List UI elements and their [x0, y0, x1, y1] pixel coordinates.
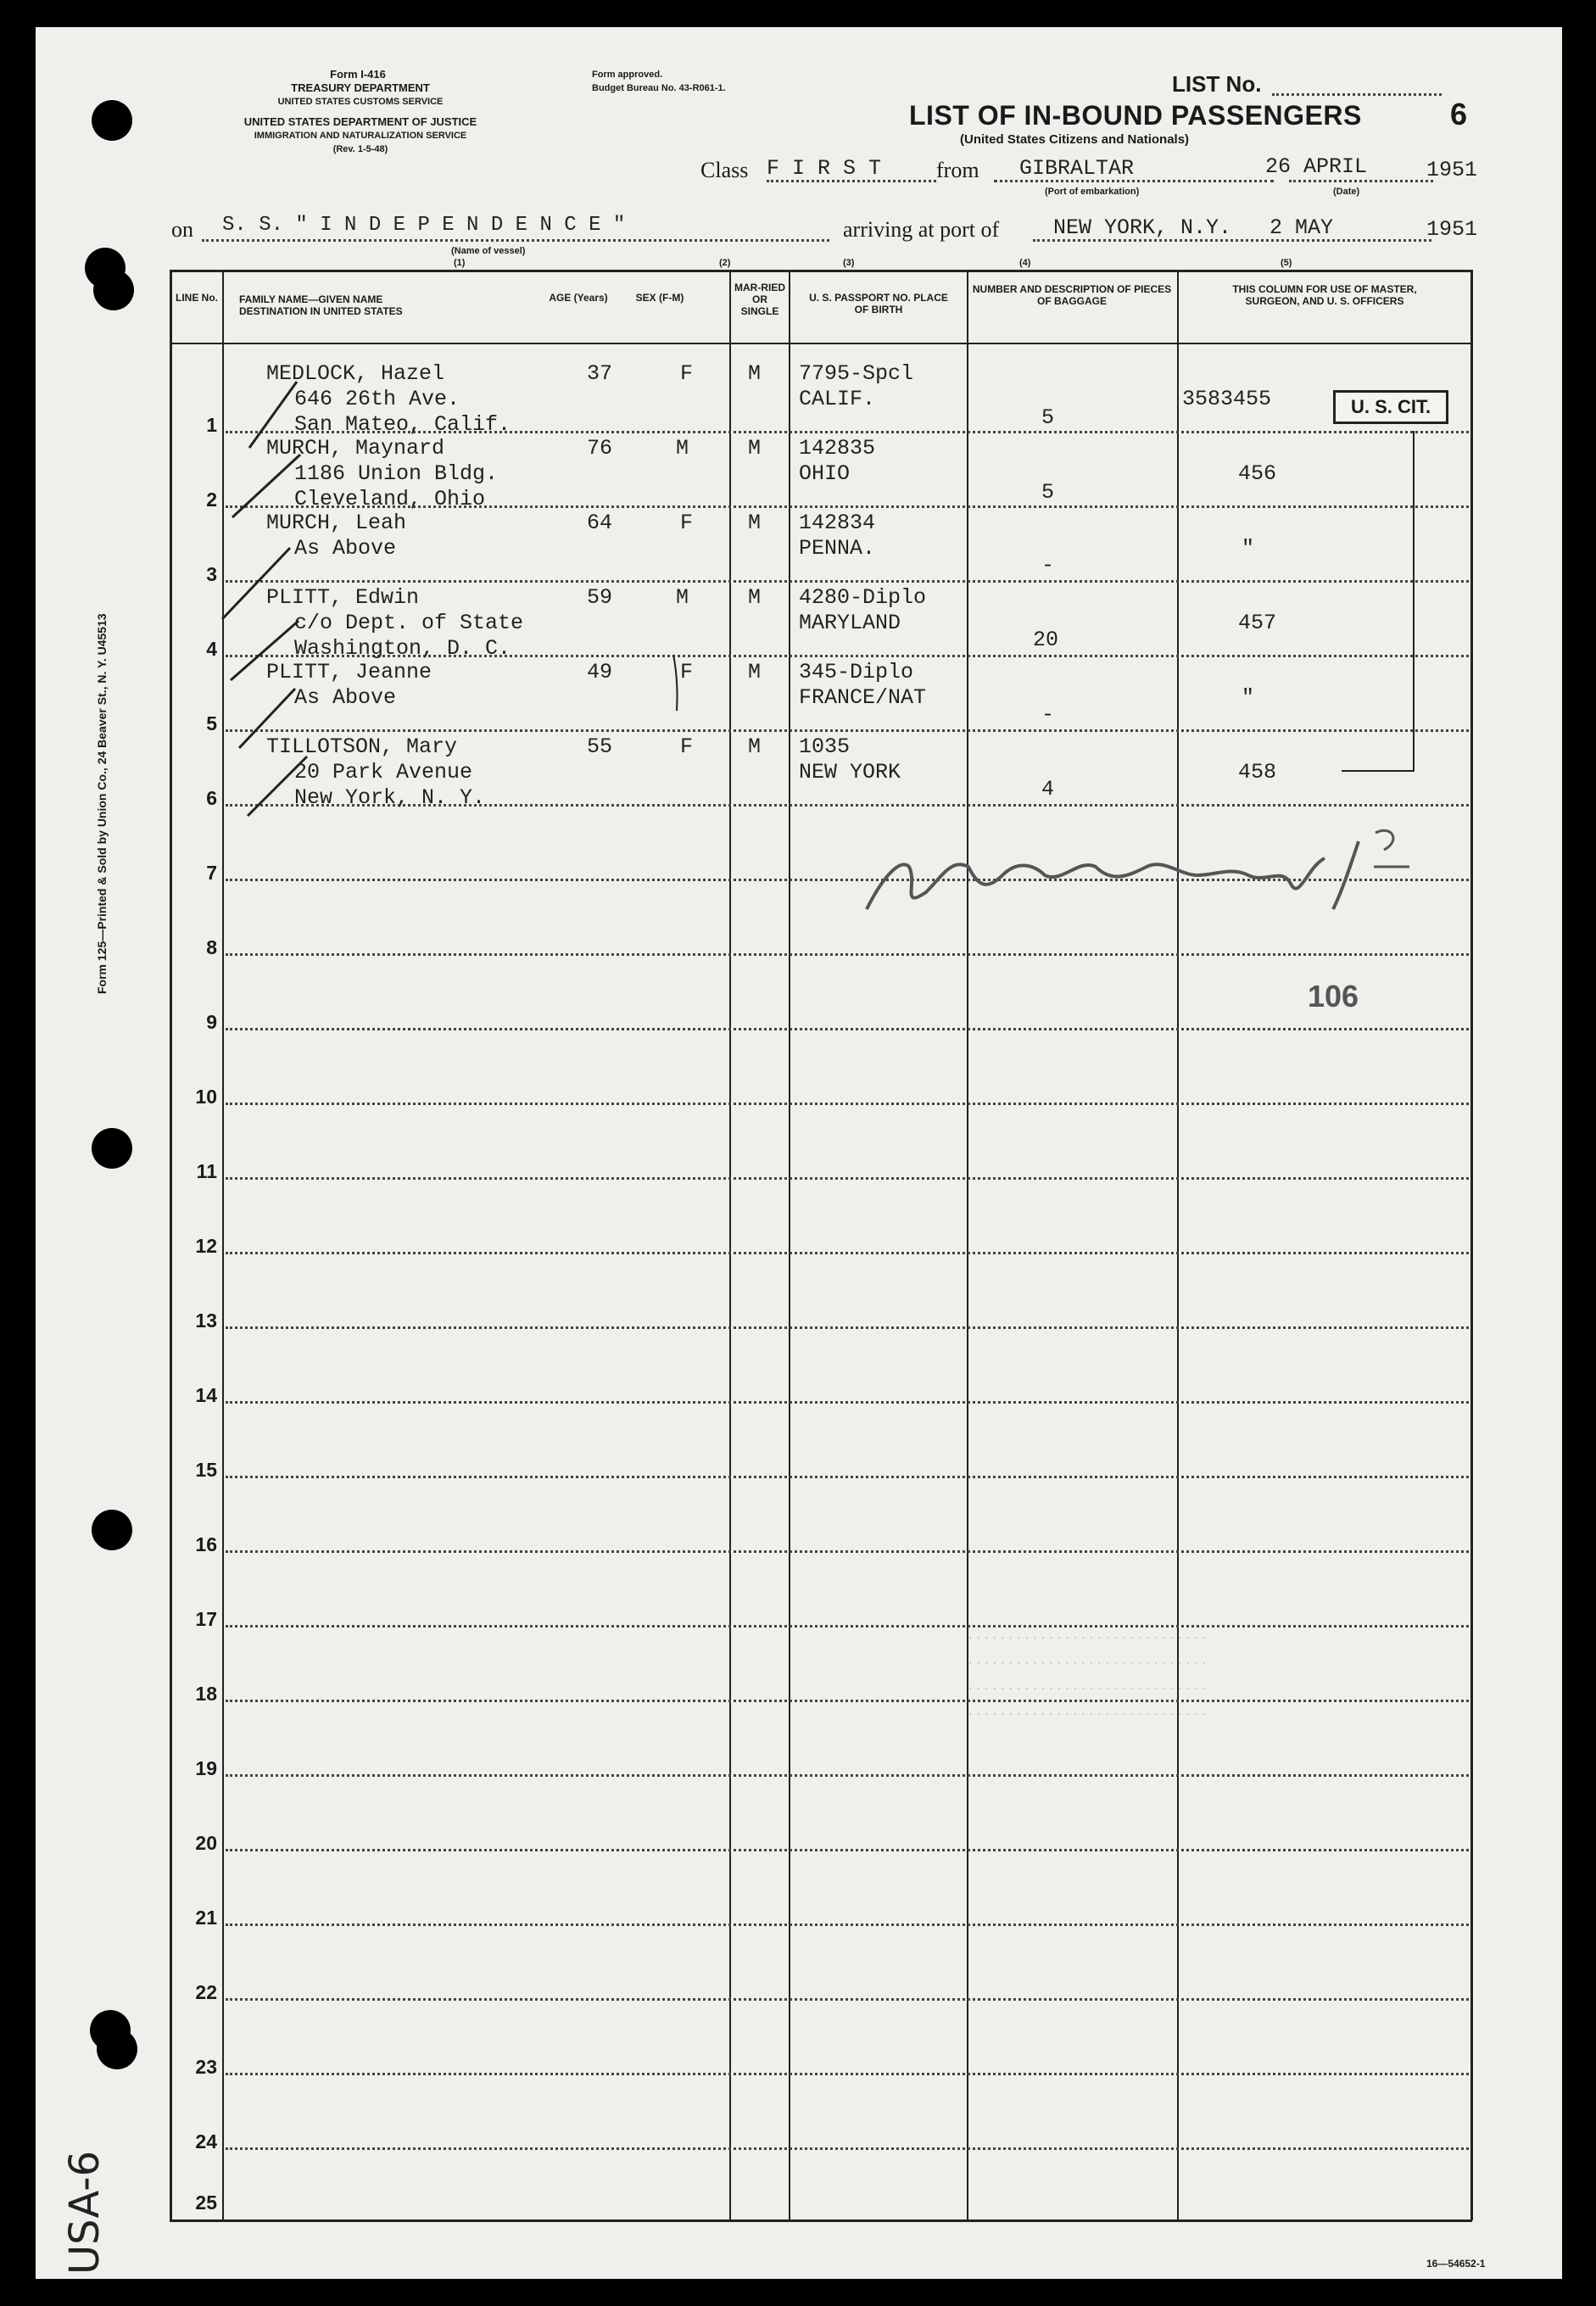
- depart-date: 26 APRIL: [1265, 154, 1368, 179]
- col-num-3: (3): [843, 258, 855, 268]
- passenger-birthplace: NEW YORK: [799, 760, 901, 784]
- line-number: 6: [206, 787, 217, 809]
- passenger-baggage: -: [1041, 553, 1055, 578]
- passenger-name: MEDLOCK, Hazel: [266, 361, 445, 386]
- col-num-1: (1): [454, 258, 466, 268]
- line-number: 17: [195, 1608, 217, 1630]
- treasury-dept: TREASURY DEPARTMENT: [291, 81, 430, 94]
- passenger-baggage: 5: [1041, 480, 1055, 505]
- arrival-date: 2 MAY: [1270, 215, 1334, 240]
- line-number: 8: [206, 936, 217, 958]
- passenger-name: MURCH, Maynard: [266, 436, 445, 461]
- passenger-sex: F: [680, 660, 694, 684]
- arrival-port: NEW YORK, N.Y.: [1053, 215, 1232, 240]
- passenger-birthplace: CALIF.: [799, 387, 876, 411]
- passenger-sex: M: [676, 585, 689, 610]
- passenger-passport: 345-Diplo: [799, 660, 914, 684]
- passenger-marital: M: [748, 585, 762, 610]
- bleed-through: . . . . . . . . . . . . . . . . . . . . . . . . . . . . . . . . . . . . . . . . . . . . . . . . . . . . . . . . . . . . . . . . . . . . . . . . . . . . . . . . . . . . . . . . . . . . . . . . . . . . . . . . . . . . . . . . . . . . . . . .: [968, 1625, 1207, 1719]
- form-page: [36, 27, 1562, 2279]
- ins-service: IMMIGRATION AND NATURALIZATION SERVICE: [254, 131, 467, 141]
- col-baggage: NUMBER AND DESCRIPTION OF PIECES OF BAGGAGE: [972, 283, 1172, 307]
- form-footer: 16—54652-1: [1426, 2258, 1486, 2270]
- passenger-name: PLITT, Jeanne: [266, 660, 432, 684]
- arrival-year: 1951: [1426, 217, 1478, 242]
- class-label: Class: [700, 158, 749, 182]
- passenger-sex: F: [680, 734, 694, 759]
- line-number: 5: [206, 712, 217, 734]
- passenger-passport: 142835: [799, 436, 876, 461]
- line-number: 13: [195, 1309, 217, 1332]
- passenger-age: 37: [587, 361, 613, 386]
- passenger-birthplace: FRANCE/NAT: [799, 685, 927, 710]
- arriving-label: arriving at port of: [843, 217, 1000, 242]
- passenger-name: PLITT, Edwin: [266, 585, 420, 610]
- line-number: 15: [195, 1459, 217, 1481]
- passenger-passport: 7795-Spcl: [799, 361, 914, 386]
- customs-service: UNITED STATES CUSTOMS SERVICE: [277, 97, 444, 107]
- us-cit-stamp: U. S. CIT.: [1333, 390, 1448, 424]
- passenger-address: As Above: [294, 536, 397, 561]
- passenger-sex: F: [680, 361, 694, 386]
- passenger-passport: 4280-Diplo: [799, 585, 927, 610]
- passenger-marital: M: [748, 734, 762, 759]
- justice-dept: UNITED STATES DEPARTMENT OF JUSTICE: [243, 115, 477, 128]
- line-number: 12: [195, 1235, 217, 1257]
- col-officers: THIS COLUMN FOR USE OF MASTER, SURGEON, AND U. S. OFFICERS: [1232, 283, 1417, 307]
- vessel-caption: (Name of vessel): [451, 246, 526, 256]
- passenger-age: 55: [587, 734, 613, 759]
- binder-hole: [92, 1128, 132, 1169]
- passenger-birthplace: PENNA.: [799, 536, 876, 561]
- line-number: 16: [195, 1533, 217, 1555]
- line-number: 3: [206, 563, 217, 585]
- revision: (Rev. 1-5-48): [332, 144, 388, 154]
- col-passport: U. S. PASSPORT NO. PLACE OF BIRTH: [809, 292, 948, 315]
- passenger-sex: F: [680, 511, 694, 535]
- passenger-address: As Above: [294, 685, 397, 710]
- passenger-address: 1186 Union Bldg.: [294, 461, 499, 486]
- passenger-passport: 142834: [799, 511, 876, 535]
- passenger-address: 20 Park Avenue: [294, 760, 473, 784]
- col-married: MAR-RIED OR SINGLE: [734, 282, 785, 317]
- passenger-passport: 1035: [799, 734, 851, 759]
- form-approved: Form approved.: [592, 70, 663, 80]
- officer-entry: ": [1242, 536, 1255, 561]
- passenger-marital: M: [748, 361, 762, 386]
- line-number: 21: [195, 1907, 217, 1929]
- binder-hole: [93, 270, 134, 310]
- passenger-marital: M: [748, 436, 762, 461]
- line-number: 25: [195, 2192, 217, 2214]
- passenger-address: Cleveland, Ohio: [294, 487, 486, 511]
- col-sex: SEX (F-M): [635, 292, 684, 304]
- from-label: from: [936, 158, 979, 182]
- col-num-4: (4): [1019, 258, 1031, 268]
- passenger-age: 64: [587, 511, 613, 535]
- officer-entry: 457: [1238, 611, 1277, 635]
- passenger-baggage: 20: [1033, 628, 1059, 652]
- col-num-2: (2): [719, 258, 731, 268]
- side-printer-text: Form 125—Printed & Sold by Union Co., 24 Beaver St., N. Y. U45513: [95, 613, 109, 994]
- passenger-baggage: 4: [1041, 777, 1055, 801]
- officer-entry: ": [1242, 685, 1255, 710]
- passenger-name: TILLOTSON, Mary: [266, 734, 458, 759]
- signature: [850, 816, 1443, 926]
- line-number: 18: [195, 1683, 217, 1705]
- passenger-address: c/o Dept. of State: [294, 611, 524, 635]
- form-number: Form I-416: [330, 68, 386, 81]
- line-number: 11: [196, 1160, 217, 1182]
- line-number: 4: [206, 638, 217, 660]
- col-dest: DESTINATION IN UNITED STATES: [239, 305, 403, 317]
- embark-port: GIBRALTAR: [1019, 156, 1135, 181]
- line-number: 7: [206, 862, 217, 884]
- col-age: AGE (Years): [549, 292, 608, 304]
- line-number: 19: [195, 1757, 217, 1779]
- budget-bureau: Budget Bureau No. 43-R061-1.: [592, 83, 726, 93]
- list-no-label: LIST No.: [1172, 71, 1262, 97]
- line-number: 22: [195, 1981, 217, 2003]
- line-number: 24: [195, 2130, 217, 2152]
- class-value: F I R S T: [767, 156, 882, 181]
- line-number: 20: [195, 1832, 217, 1854]
- page-title: LIST OF IN-BOUND PASSENGERS: [909, 100, 1362, 131]
- page-subtitle: (United States Citizens and Nationals): [960, 132, 1190, 147]
- col-name: FAMILY NAME—GIVEN NAME: [239, 293, 383, 305]
- col-line-no: LINE No.: [176, 292, 218, 304]
- passenger-birthplace: MARYLAND: [799, 611, 901, 635]
- passenger-age: 59: [587, 585, 613, 610]
- line-number: 23: [195, 2056, 217, 2078]
- passenger-baggage: -: [1041, 702, 1055, 727]
- on-label: on: [171, 217, 193, 242]
- passenger-address: Washington, D. C.: [294, 636, 511, 661]
- embark-caption: (Port of embarkation): [1045, 187, 1140, 197]
- officer-entry: 3583455: [1182, 387, 1272, 411]
- passenger-address: 646 26th Ave.: [294, 387, 460, 411]
- passenger-address: San Mateo, Calif.: [294, 412, 511, 437]
- date-caption: (Date): [1333, 187, 1360, 197]
- check-marks: [205, 366, 324, 841]
- line-number: 9: [206, 1011, 217, 1033]
- passenger-age: 76: [587, 436, 613, 461]
- margin-note: USA-6: [61, 2150, 109, 2275]
- passenger-age: 49: [587, 660, 613, 684]
- line-number: 14: [195, 1384, 217, 1406]
- depart-year: 1951: [1426, 158, 1478, 182]
- binder-hole: [92, 100, 132, 141]
- passenger-name: MURCH, Leah: [266, 511, 407, 535]
- stamp-number: 106: [1308, 979, 1359, 1013]
- line-number: 2: [206, 489, 217, 511]
- line-number: 1: [206, 414, 217, 436]
- line-number: 10: [195, 1086, 217, 1108]
- officer-entry: 456: [1238, 461, 1277, 486]
- passenger-baggage: 5: [1041, 405, 1055, 430]
- officer-entry: 458: [1238, 760, 1277, 784]
- passenger-marital: M: [748, 660, 762, 684]
- passenger-sex: M: [676, 436, 689, 461]
- passenger-address: New York, N. Y.: [294, 785, 486, 810]
- binder-hole: [92, 1510, 132, 1550]
- family-brackets: [629, 451, 680, 723]
- passenger-birthplace: OHIO: [799, 461, 851, 486]
- vessel-name: S. S. " I N D E P E N D E N C E ": [222, 214, 626, 237]
- binder-hole: [97, 2029, 137, 2069]
- col-num-5: (5): [1281, 258, 1292, 268]
- passenger-marital: M: [748, 511, 762, 535]
- list-no-value: 6: [1450, 97, 1468, 131]
